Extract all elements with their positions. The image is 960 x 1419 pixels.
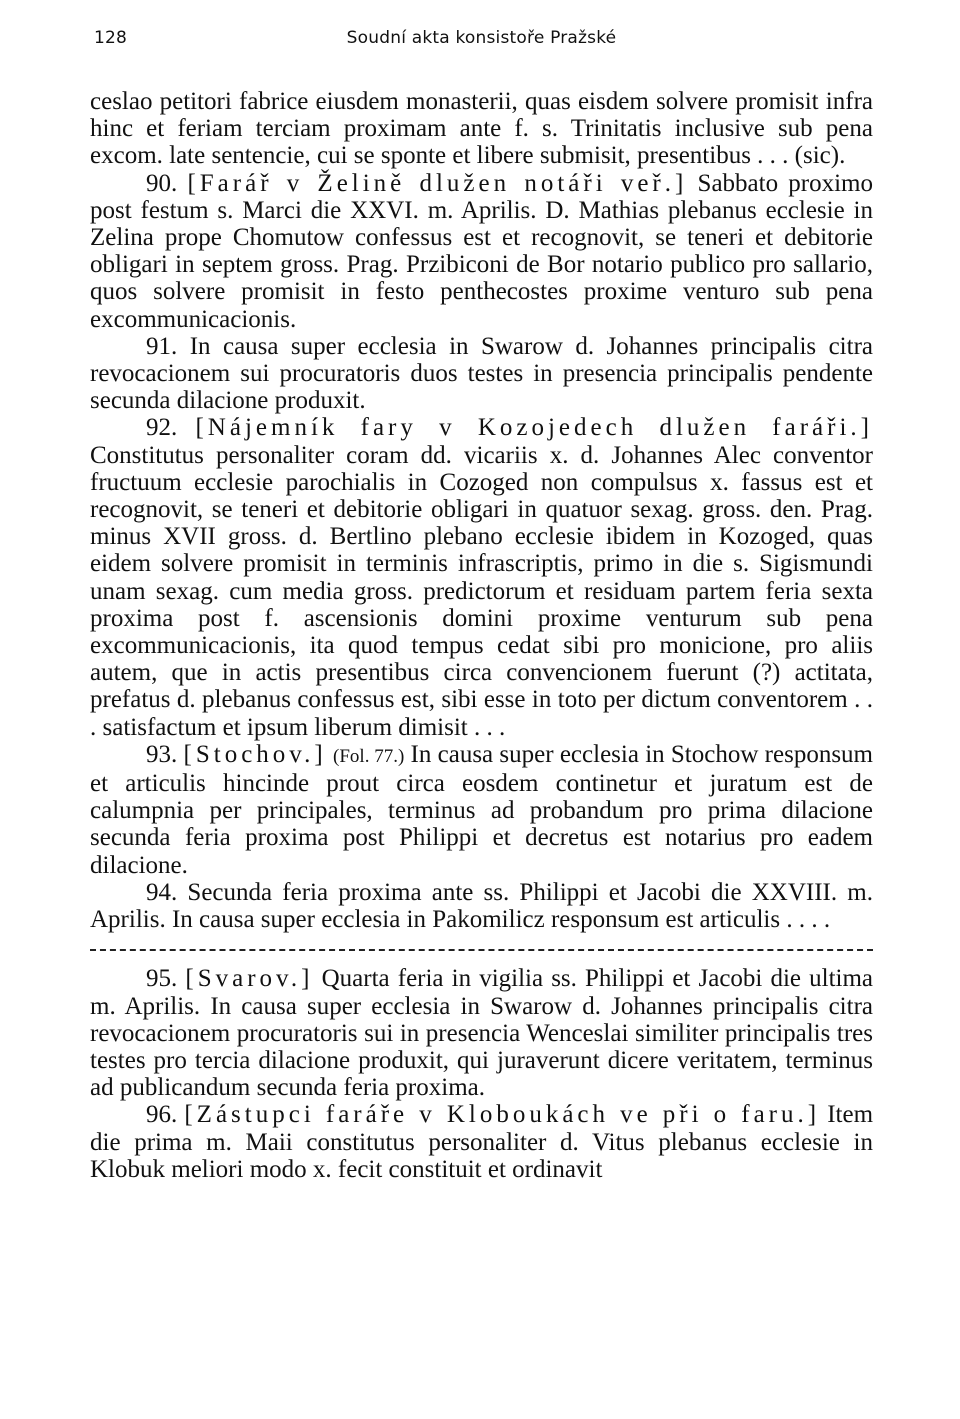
entry-number: 92. [146, 414, 178, 442]
entry-text: In causa super ecclesia in Swarow d. Johannes principalis citra revocacionem sui procuratoris duos testes in presencia principalis pendente secunda dilacione produxit. [90, 332, 873, 415]
entry-number: 96. [146, 1101, 178, 1129]
entry-number: 94. [146, 878, 178, 906]
entry-93 [90, 741, 873, 879]
entry-heading: [Svarov.] [185, 965, 314, 993]
entry-95 [90, 965, 873, 1101]
entry-94 [90, 879, 873, 933]
entry-number: 91. [146, 332, 178, 360]
running-header [90, 28, 873, 58]
page-number: 128 [94, 28, 128, 48]
folio-reference: (Fol. 77.) [333, 745, 405, 767]
entry-heading: [Farář v Želině dlužen notáři veř.] [187, 169, 688, 197]
entry-91 [90, 333, 873, 415]
running-title: Soudní akta konsistoře Pražské [346, 28, 617, 48]
entry-heading: [Stochov.] [183, 740, 327, 768]
entry-text: Constitutus personaliter coram dd. vicariis x. d. Johannes Alec conventor fructuum ecclesie parochialis in Cozoged non compulsus x. fassus est et recognovit, se teneri et debitorie obligari in quatuor sexag. gross. den. Prag. minus XVII gross. d. Bertlino plebano ecclesie ibidem in Kozoged, quas eidem solvere promisit in terminis infrascriptis, primo in die s. Sigismundi unam sexag. cum media gross. predictorum et residuam partem feria sexta proxima post f. ascensionis domini proxime venturum sub pena excommunicacionis, ita quod tempus cedat sibi pro monicione, pro aliis autem, que in actis presentibus circa convencionem fuerunt (?) actitata, prefatus d. plebanus confessus est, sibi esse in toto per dictum conventorem . . . satisfactum et ipsum liberum dimisit . . . [90, 441, 873, 741]
continuation-paragraph [90, 88, 873, 170]
entry-90 [90, 170, 873, 333]
entry-92 [90, 414, 873, 740]
entry-number: 90. [146, 169, 178, 197]
entry-number: 95. [146, 965, 178, 993]
entry-text: In causa super ecclesia in Stochow responsum et articulis hincinde prout circa eosdem continetur et juratum est de calumpnia per principales, terminus ad probandum pro prima dilacione secunda feria proxima post Philippi et decretus est notarius pro eadem dilacione. [90, 740, 873, 879]
entry-heading: [Nájemník fary v Kozojedech dlužen faráři.] [195, 414, 873, 442]
entry-heading: [Zástupci faráře v Kloboukách ve při o faru.] [184, 1101, 821, 1129]
body-text [90, 88, 873, 1183]
entry-text: Quarta feria in vigilia ss. Philippi et Jacobi die ultima m. Aprilis. In causa super ecclesia in Swarow d. Johannes principalis citra revocacionem procuratoris sui in presencia Wenceslai similiter principalis tres testes pro tercia dilacione produxit, qui juraverunt dicere veritatem, terminus ad publicandum secunda feria proxima. [90, 965, 874, 1102]
entry-96 [90, 1101, 873, 1183]
entry-number: 93. [146, 740, 178, 768]
lacuna-dashed-rule [90, 937, 873, 965]
continuation-text: ceslao petitori fabrice eiusdem monasterii, quas eisdem solvere promisit infra hinc et feriam terciam proximam ante f. s. Trinitatis inclusive sub pena excom. late sentencie, cui se sponte et libere submisit, presentibus . . . (sic). [90, 88, 873, 170]
entry-text: Sabbato proximo post festum s. Marci die XXVI. m. Aprilis. D. Mathias plebanus ecclesie in Zelina prope Chomutow confessus est et recognovit, se teneri et debitorie obligari in septem gross. Prag. Przibiconi de Bor notario publico pro sallario, quos solvere promisit in festo penthecostes proxime venturo sub pena excommunicacionis. [90, 169, 874, 333]
entry-text: Secunda feria proxima ante ss. Philippi et Jacobi die XXVIII. m. Aprilis. In causa super ecclesia in Pakomilicz responsum est articulis . . . . [90, 878, 873, 934]
entry-text: Item die prima m. Maii constitutus personaliter d. Vitus plebanus ecclesie in Klobuk meliori modo x. fecit constituit et ordinavit [90, 1101, 874, 1183]
